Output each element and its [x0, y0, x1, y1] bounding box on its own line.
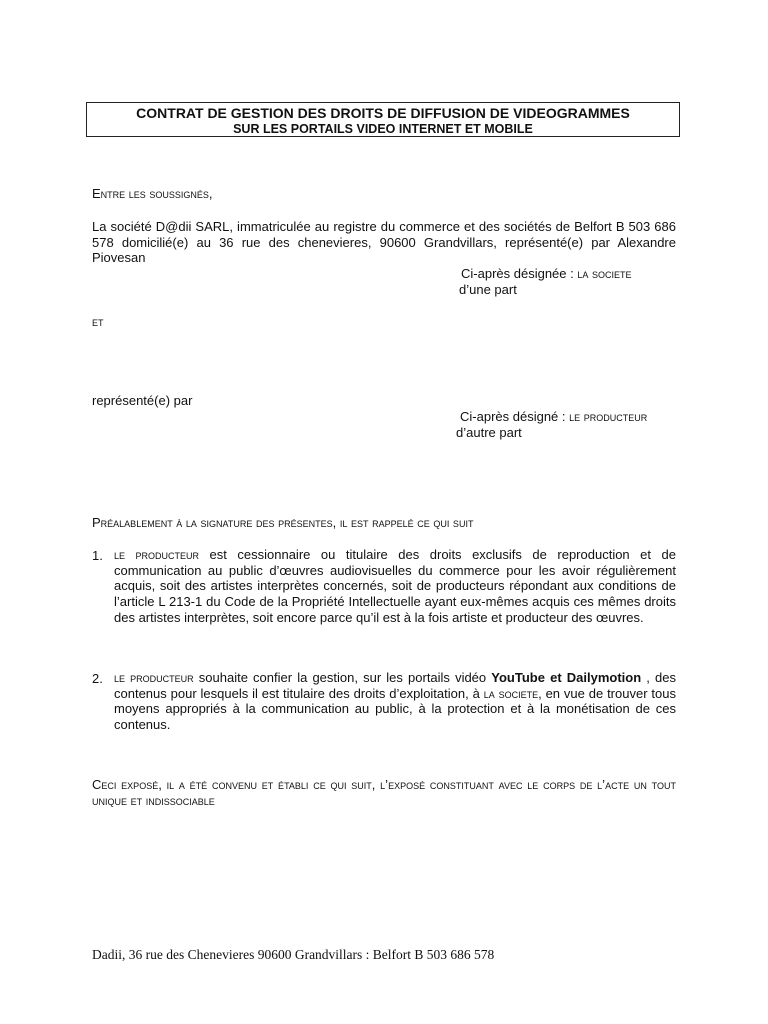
- contract-title-box: [86, 102, 680, 137]
- societe-designation-name: la societe: [577, 266, 632, 281]
- producteur-designation-name: le producteur: [569, 409, 648, 424]
- page-footer: Dadii, 36 rue des Chenevieres 90600 Grandvillars : Belfort B 503 686 578: [92, 947, 495, 962]
- producteur-designation: [460, 409, 647, 425]
- item-1-body: est cessionnaire ou titulaire des droits exclusifs de reproduction et de communication au public d’œuvres audiovisuelles du commerce pour les avoir régulièrement acquis, soit des artistes interprètes concernés, soit de producteurs répondant aux conditions de l’article L 213-1 du Code de la Propriété Intellectuelle ayant eux-mêmes acquis ces mêmes droits des artistes interprètes, soit encore parce qu’il est à la fois artiste et producteur des œuvres.: [114, 547, 676, 625]
- represente-par: représenté(e) par: [92, 393, 193, 408]
- item-2-societe: la societe: [483, 685, 539, 701]
- item-2-body-a: souhaite confier la gestion, sur les portails vidéo: [193, 670, 492, 685]
- producteur-part: d’autre part: [456, 425, 522, 440]
- societe-designation: [461, 266, 631, 282]
- societe-part: d’une part: [459, 282, 517, 297]
- item-2-number: 2.: [92, 671, 103, 686]
- item-2-body-b: , des contenus pour lesquels il est titulaire des droits d’exploitation, à: [114, 670, 676, 701]
- producteur-designation-prefix: Ci-après désigné :: [460, 409, 570, 424]
- contract-subtitle: SUR LES PORTAILS VIDEO INTERNET ET MOBILE: [233, 122, 533, 136]
- ceci-expose: Ceci exposé, il a été convenu et établi ce qui suit, l’exposé constituant avec le corps de l’acte un tout unique et indissociable: [92, 777, 676, 808]
- item-2-platforms: YouTube et Dailymotion: [491, 670, 642, 685]
- prealable-heading: Préalablement à la signature des présentes, il est rappelé ce qui suit: [92, 515, 474, 530]
- item-1-text: [114, 547, 676, 626]
- item-2-lead: le producteur: [114, 670, 194, 685]
- et-label: et: [92, 314, 104, 329]
- entre-heading: Entre les soussignés,: [92, 186, 213, 201]
- contract-title: CONTRAT DE GESTION DES DROITS DE DIFFUSION DE VIDEOGRAMMES: [136, 105, 630, 121]
- item-1-number: 1.: [92, 548, 103, 563]
- item-1-lead: le producteur: [114, 547, 200, 562]
- societe-designation-prefix: Ci-après désignée :: [461, 266, 578, 281]
- item-2-body-c: , en vue de trouver tous moyens appropriés à la communication au public, à la protection et à la monétisation de ces contenus.: [114, 685, 676, 733]
- item-2-text: [114, 670, 676, 733]
- societe-paragraph: La société D@dii SARL, immatriculée au registre du commerce et des sociétés de Belfort B 503 686 578 domicilié(e) au 36 rue des chenevieres, 90600 Grandvillars, représenté(e) par Alexandre Piovesan: [92, 219, 676, 265]
